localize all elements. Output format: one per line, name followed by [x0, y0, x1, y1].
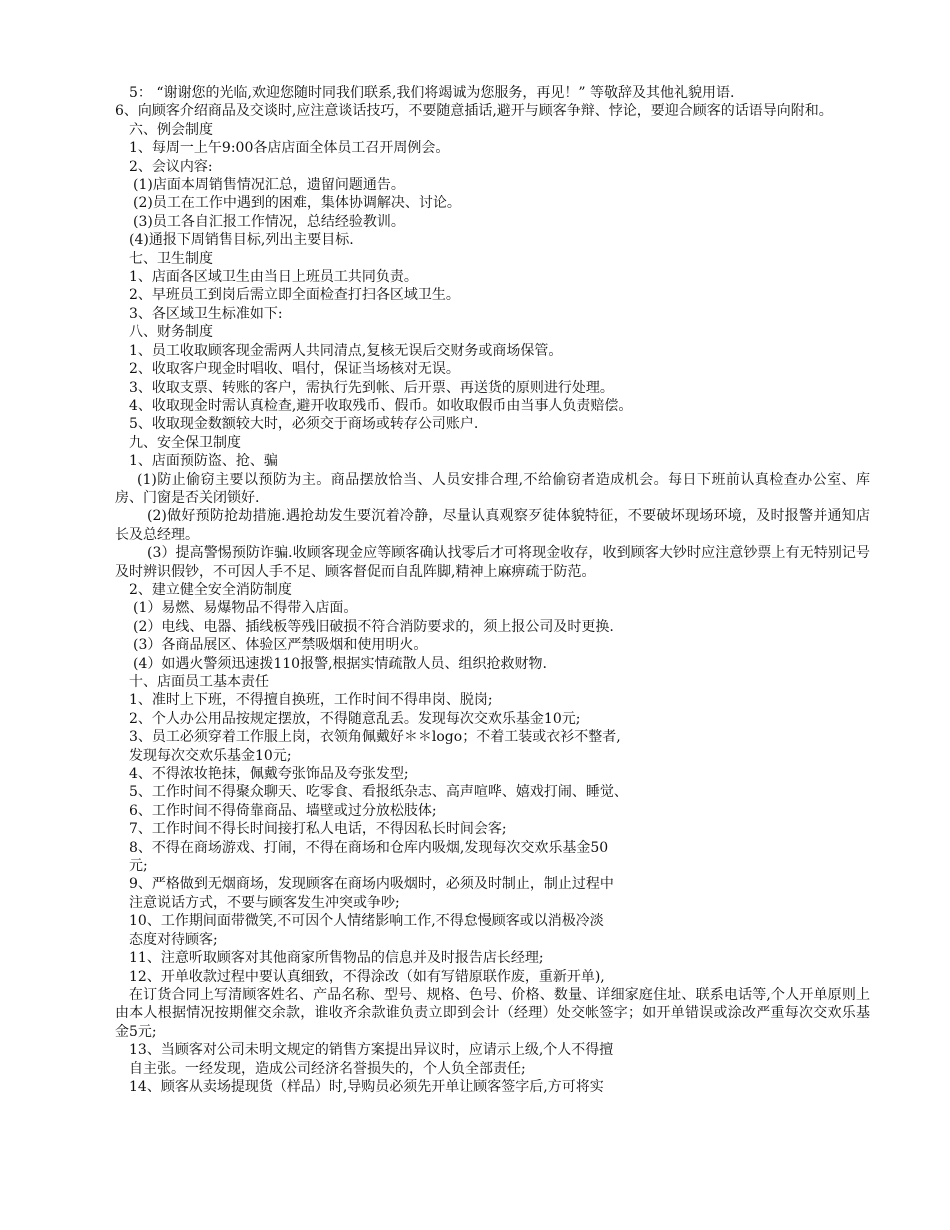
paragraph: (4）如遇火警须迅速拨110报警,根据实情疏散人员、组织抢救财物. [133, 655, 547, 672]
paragraph: (4)通报下周销售目标,列出主要目标. [129, 232, 354, 249]
paragraph: 5、工作时间不得聚众聊天、吃零食、看报纸杂志、高声喧哗、嬉戏打闹、睡觉、 [129, 784, 628, 801]
paragraph: 在订货合同上写清顾客姓名、产品名称、型号、规格、色号、价格、数量、详细家庭住址、联系电话等,个人开单原则上由本人根据情况按期催交余款，谁收齐余款谁负责立即到会计（经理）处交帐签字；如开单错误或涂改严重每次交欢乐基金5元; [115, 986, 870, 1040]
paragraph: 11、注意听取顾客对其他商家所售物品的信息并及时报告店长经理; [129, 950, 544, 967]
paragraph: 2、早班员工到岗后需立即全面检查打扫各区域卫生。 [129, 287, 460, 304]
paragraph: 元; [129, 858, 148, 875]
paragraph: 6、向顾客介绍商品及交谈时,应注意谈话技巧，不要随意插话,避开与顾客争辩、悖论，要迎合顾客的话语导向附和。 [115, 103, 833, 120]
paragraph: 1、准时上下班，不得擅自换班，工作时间不得串岗、脱岗; [129, 692, 493, 709]
paragraph: 10、工作期间面带微笑,不可因个人情绪影响工作,不得怠慢顾客或以消极冷淡 [129, 913, 604, 930]
paragraph: 5、收取现金数额较大时，必须交于商场或转存公司账户. [129, 416, 479, 433]
paragraph: (1）易燃、易爆物品不得带入店面。 [133, 600, 358, 617]
paragraph: 发现每次交欢乐基金10元; [129, 747, 292, 764]
paragraph: 1、员工收取顾客现金需两人共同清点,复核无误后交财务或商场保管。 [129, 342, 563, 359]
paragraph: 4、不得浓妆艳抹，佩戴夸张饰品及夸张发型; [129, 766, 409, 783]
paragraph: 12、开单收款过程中要认真细致，不得涂改（如有写错原联作废，重新开单), [129, 968, 605, 985]
paragraph: 14、顾客从卖场提现货（样品）时,导购员必须先开单让顾客签字后,方可将实 [129, 1078, 604, 1095]
section-heading: 七、卫生制度 [129, 250, 213, 267]
paragraph: 3、收取支票、转账的客户，需执行先到帐、后开票、再送货的原则进行处理。 [129, 379, 614, 396]
document-body [0, 84, 950, 1096]
section-heading: 九、安全保卫制度 [129, 434, 241, 451]
paragraph: 1、店面预防盗、抢、骗 [129, 453, 278, 470]
paragraph: 13、当顾客对公司未明文规定的销售方案提出异议时，应请示上级,个人不得擅 [129, 1042, 614, 1059]
paragraph: 4、收取现金时需认真检查,避开收取残币、假币。如收取假币由当事人负责赔偿。 [129, 397, 633, 414]
paragraph: 8、不得在商场游戏、打闹，不得在商场和仓库内吸烟,发现每次交欢乐基金50 [129, 839, 609, 856]
paragraph: 3、各区域卫生标准如下: [129, 305, 283, 322]
section-heading: 六、例会制度 [129, 121, 213, 138]
paragraph: 注意说话方式，不要与顾客发生冲突或争吵; [129, 894, 400, 911]
paragraph: 2、个人办公用品按规定摆放，不得随意乱丢。发现每次交欢乐基金10元; [129, 710, 581, 727]
paragraph: (2)做好预防抢劫措施.遇抢劫发生要沉着冷静，尽量认真观察歹徒体貌特征，不要破坏现场环境，及时报警并通知店长及总经理。 [115, 508, 870, 543]
section-heading: 十、店面员工基本责任 [129, 674, 269, 690]
paragraph: 3、员工必须穿着工作服上岗，衣领角佩戴好＊＊logo；不着工装或衣衫不整者, [129, 729, 621, 746]
paragraph: (1)店面本周销售情况汇总，遗留问题通告。 [133, 177, 405, 194]
paragraph: 1、店面各区域卫生由当日上班员工共同负责。 [129, 269, 418, 286]
paragraph: (1)防止偷窃主要以预防为主。商品摆放恰当、人员安排合理,不给偷窃者造成机会。每日下班前认真检查办公室、库房、门窗是否关闭锁好. [115, 471, 870, 506]
paragraph: 7、工作时间不得长时间接打私人电话，不得因私长时间会客; [129, 821, 507, 838]
paragraph: 1、每周一上午9:00各店店面全体员工召开周例会。 [129, 140, 450, 157]
paragraph: 2、会议内容: [129, 158, 213, 175]
paragraph: 2、收取客户现金时唱收、唱付，保证当场核对无误。 [129, 361, 460, 378]
paragraph: (3)员工各自汇报工作情况，总结经验教训。 [133, 213, 405, 230]
paragraph: (3）各商品展区、体验区严禁吸烟和使用明火。 [133, 637, 428, 654]
paragraph: 态度对待顾客; [129, 931, 218, 948]
paragraph: 5： “谢谢您的光临,欢迎您随时同我们联系,我们将竭诚为您服务，再见！” 等敬辞及其他礼貌用语. [129, 85, 735, 101]
section-heading: 八、财务制度 [129, 324, 213, 341]
paragraph: 2、建立健全安全消防制度 [129, 581, 292, 598]
paragraph: (2)员工在工作中遇到的困难，集体协调解决、讨论。 [133, 195, 461, 212]
paragraph: (2）电线、电器、插线板等残旧破损不符合消防要求的，须上报公司及时更换. [133, 618, 614, 635]
paragraph: 9、严格做到无烟商场，发现顾客在商场内吸烟时，必须及时制止，制止过程中 [129, 876, 614, 893]
paragraph: 自主张。一经发现，造成公司经济名誉损失的，个人负全部责任; [129, 1060, 526, 1077]
paragraph: (3）提高警惕预防诈骗.收顾客现金应等顾客确认找零后才可将现金收存，收到顾客大钞时应注意钞票上有无特别记号及时辨识假钞，不可因人手不足、顾客督促而自乱阵脚,精神上麻痹疏于防范。 [115, 545, 870, 580]
paragraph: 6、工作时间不得倚靠商品、墙壁或过分放松肢体; [129, 802, 437, 819]
